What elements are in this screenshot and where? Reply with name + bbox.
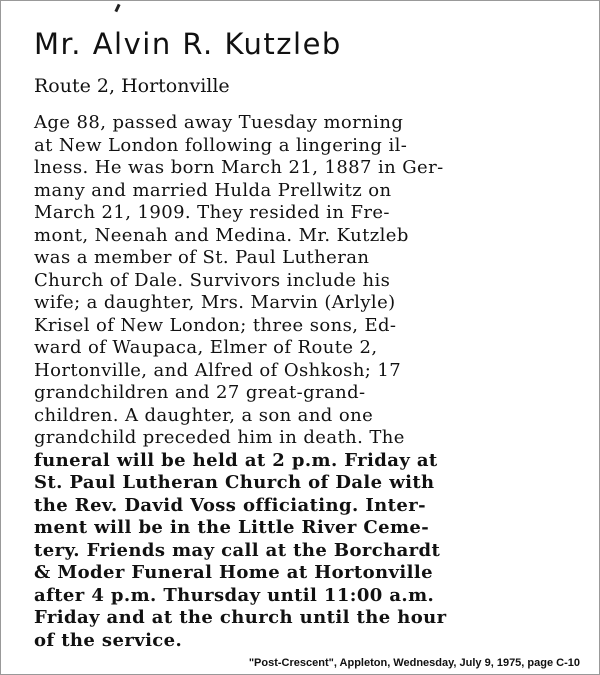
funeral-info-line: the Rev. David Voss officiating. Inter- <box>34 494 426 516</box>
body-line: at New London following a lingering il- <box>34 134 408 156</box>
body-line: was a member of St. Paul Lutheran <box>34 247 370 268</box>
funeral-info-line: tery. Friends may call at the Borchardt <box>34 539 441 561</box>
body-line: Church of Dale. Survivors include his <box>34 269 391 291</box>
body-line: wife; a daughter, Mrs. Marvin (Arlyle) <box>34 292 396 313</box>
funeral-info-line: funeral will be held at 2 p.m. Friday at <box>34 449 438 471</box>
body-line: Age 88, passed away Tuesday morning <box>34 112 404 133</box>
body-line: children. A daughter, a son and one <box>34 404 374 426</box>
funeral-info-line: of the service. <box>34 629 183 651</box>
obituary-name-headline: Mr. Alvin R. Kutzleb <box>34 27 342 61</box>
funeral-info-line: ment will be in the Little River Ceme- <box>34 517 430 538</box>
body-line: many and married Hulda Prellwitz on <box>34 179 392 201</box>
body-line: grandchildren and 27 great-grand- <box>34 382 366 403</box>
body-line: mont, Neenah and Medina. Mr. Kutzleb <box>34 224 409 246</box>
funeral-info-line: & Moder Funeral Home at Hortonville <box>34 562 433 583</box>
body-line: grandchild preceded him in death. The <box>34 427 405 448</box>
source-citation: "Post-Crescent", Appleton, Wednesday, July 9, 1975, page C-10 <box>248 657 580 669</box>
obituary-body <box>34 112 446 652</box>
obituary-location: Route 2, Hortonville <box>34 75 230 97</box>
funeral-info-line: after 4 p.m. Thursday until 11:00 a.m. <box>34 584 435 606</box>
funeral-info-line: St. Paul Lutheran Church of Dale with <box>34 472 435 493</box>
body-line: Krisel of New London; three sons, Ed- <box>34 314 397 336</box>
body-line: lness. He was born March 21, 1887 in Ger- <box>34 157 444 178</box>
body-line: Hortonville, and Alfred of Oshkosh; 17 <box>34 359 402 381</box>
body-line: March 21, 1909. They resided in Fre- <box>34 202 390 223</box>
body-line: ward of Waupaca, Elmer of Route 2, <box>34 337 378 358</box>
funeral-info-line: Friday and at the church until the hour <box>34 607 447 628</box>
